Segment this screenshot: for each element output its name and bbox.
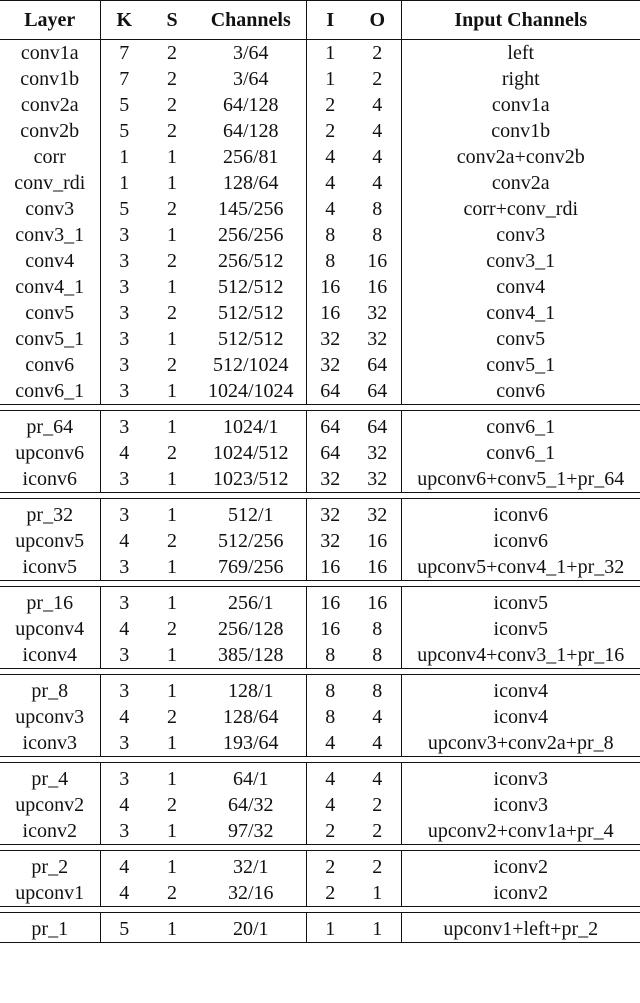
cell-i: 8 (306, 222, 354, 248)
cell-layer: conv1b (20, 68, 80, 90)
table-row (0, 144, 640, 170)
cell-input-channels: iconv2 (401, 851, 640, 881)
cell-k: 4 (100, 440, 148, 466)
cell-s: 1 (148, 730, 196, 757)
cell-s: 2 (167, 198, 177, 220)
cell-k: 3 (100, 411, 148, 441)
cell-s: 1 (167, 328, 177, 350)
cell-input-channels: conv3_1 (401, 248, 640, 274)
table-row (0, 196, 640, 222)
cell-s: 2 (167, 302, 177, 324)
cell-channels: 256/81 (222, 146, 279, 168)
cell-o: 64 (367, 354, 388, 376)
cell-layer: conv5_1 (15, 328, 85, 350)
cell-layer: conv2a (20, 94, 79, 116)
cell-k: 4 (100, 704, 148, 730)
table-row (0, 730, 640, 757)
cell-i: 64 (306, 378, 354, 405)
cell-channels: 97/32 (196, 818, 306, 845)
cell-layer: pr_2 (0, 851, 100, 881)
cell-i: 16 (306, 554, 354, 581)
cell-channels: 145/256 (217, 198, 284, 220)
cell-k: 5 (100, 913, 148, 943)
cell-k: 3 (100, 248, 148, 274)
cell-o: 4 (372, 94, 383, 116)
cell-channels: 256/512 (217, 250, 284, 272)
table-row (0, 411, 640, 441)
cell-s: 1 (148, 818, 196, 845)
cell-i: 64 (306, 411, 354, 441)
cell-k: 1 (100, 144, 148, 170)
cell-s: 2 (167, 120, 177, 142)
cell-input-channels: conv5 (401, 326, 640, 352)
cell-i: 2 (306, 818, 354, 845)
cell-input-channels: iconv6 (401, 528, 640, 554)
cell-i: 1 (306, 40, 354, 67)
cell-o: 4 (372, 146, 383, 168)
cell-input-channels: conv2a (401, 170, 640, 196)
cell-s: 1 (148, 851, 196, 881)
cell-k: 3 (100, 730, 148, 757)
cell-input-channels: conv2a+conv2b (401, 144, 640, 170)
cell-s: 1 (167, 224, 177, 246)
table-row (0, 704, 640, 730)
cell-layer: iconv3 (0, 730, 100, 757)
table-row (0, 616, 640, 642)
cell-o: 8 (372, 224, 383, 246)
cell-channels: 512/512 (217, 328, 284, 350)
cell-channels: 3/64 (232, 42, 269, 64)
cell-s: 1 (148, 499, 196, 529)
table-row (0, 378, 640, 405)
cell-input-channels: conv1a (401, 92, 640, 118)
cell-input-channels: iconv4 (401, 704, 640, 730)
cell-o: 8 (354, 675, 401, 705)
cell-layer: iconv6 (0, 466, 100, 493)
table-row (0, 222, 640, 248)
cell-k: 4 (100, 616, 148, 642)
cell-o: 32 (367, 302, 388, 324)
cell-o: 32 (354, 466, 401, 493)
table-row (0, 913, 640, 943)
cell-layer: conv2b (20, 120, 80, 142)
cell-o: 16 (354, 587, 401, 617)
cell-layer: upconv4 (15, 618, 85, 640)
cell-s: 2 (167, 706, 177, 728)
cell-layer: upconv2 (15, 794, 85, 816)
cell-layer: conv4 (25, 250, 75, 272)
cell-s: 2 (167, 442, 177, 464)
cell-k: 3 (100, 499, 148, 529)
cell-layer: iconv5 (0, 554, 100, 581)
cell-i: 32 (306, 499, 354, 529)
cell-channels: 128/64 (222, 706, 279, 728)
cell-channels: 32/1 (196, 851, 306, 881)
cell-channels: 256/128 (217, 618, 284, 640)
cell-o: 4 (354, 763, 401, 793)
cell-channels: 193/64 (196, 730, 306, 757)
cell-channels: 128/64 (222, 172, 279, 194)
cell-s: 1 (148, 587, 196, 617)
cell-channels: 512/512 (217, 276, 284, 298)
cell-k: 3 (100, 274, 148, 300)
cell-o: 2 (372, 794, 383, 816)
cell-k: 5 (100, 92, 148, 118)
cell-k: 1 (100, 170, 148, 196)
cell-i: 4 (306, 170, 354, 196)
cell-i: 4 (306, 763, 354, 793)
cell-s: 1 (148, 411, 196, 441)
table-row (0, 880, 640, 907)
table-row (0, 66, 640, 92)
cell-input-channels: left (401, 40, 640, 67)
cell-o: 4 (372, 706, 383, 728)
cell-input-channels: conv3 (401, 222, 640, 248)
cell-channels: 512/512 (217, 302, 284, 324)
header-input-channels: Input Channels (401, 1, 640, 40)
cell-s: 2 (167, 68, 177, 90)
cell-layer: conv_rdi (14, 172, 86, 194)
cell-o: 2 (354, 818, 401, 845)
cell-s: 1 (167, 276, 177, 298)
cell-layer: pr_16 (0, 587, 100, 617)
cell-o: 16 (354, 554, 401, 581)
cell-layer: pr_8 (0, 675, 100, 705)
cell-layer: pr_4 (0, 763, 100, 793)
header-i: I (306, 1, 354, 40)
cell-k: 3 (100, 326, 148, 352)
cell-input-channels: conv4 (401, 274, 640, 300)
cell-i: 8 (306, 704, 354, 730)
cell-o: 8 (372, 618, 383, 640)
cell-i: 16 (306, 587, 354, 617)
cell-o: 32 (354, 499, 401, 529)
cell-input-channels: upconv2+conv1a+pr_4 (401, 818, 640, 845)
table-row (0, 274, 640, 300)
cell-k: 5 (100, 196, 148, 222)
cell-k: 4 (100, 851, 148, 881)
table-row (0, 587, 640, 617)
cell-k: 7 (100, 40, 148, 67)
cell-o: 16 (367, 250, 388, 272)
cell-layer: conv4_1 (15, 276, 85, 298)
cell-layer: upconv1 (0, 880, 100, 907)
header-layer: Layer (0, 1, 100, 40)
cell-i: 32 (306, 352, 354, 378)
cell-o: 2 (372, 42, 383, 64)
cell-o: 16 (367, 530, 388, 552)
cell-input-channels: iconv3 (401, 792, 640, 818)
cell-s: 1 (148, 378, 196, 405)
cell-layer: conv3_1 (15, 224, 85, 246)
table-row (0, 792, 640, 818)
table-row (0, 466, 640, 493)
cell-channels: 1024/1024 (196, 378, 306, 405)
cell-channels: 64/32 (227, 794, 274, 816)
cell-s: 1 (148, 763, 196, 793)
cell-s: 1 (148, 554, 196, 581)
cell-k: 3 (100, 300, 148, 326)
cell-i: 64 (306, 440, 354, 466)
cell-input-channels: upconv6+conv5_1+pr_64 (401, 466, 640, 493)
table-row (0, 170, 640, 196)
cell-i: 32 (306, 326, 354, 352)
cell-channels: 3/64 (232, 68, 269, 90)
cell-input-channels: right (401, 66, 640, 92)
cell-i: 4 (306, 144, 354, 170)
cell-o: 8 (372, 198, 383, 220)
cell-o: 2 (372, 68, 383, 90)
cell-k: 3 (100, 818, 148, 845)
table-row (0, 818, 640, 845)
cell-o: 1 (354, 913, 401, 943)
cell-channels: 1024/512 (212, 442, 289, 464)
table-row (0, 118, 640, 144)
cell-o: 4 (354, 730, 401, 757)
cell-input-channels: conv6 (401, 378, 640, 405)
cell-k: 3 (100, 554, 148, 581)
cell-channels: 32/16 (196, 880, 306, 907)
cell-k: 3 (100, 466, 148, 493)
cell-k: 3 (100, 222, 148, 248)
cell-channels: 64/128 (222, 94, 279, 116)
cell-o: 16 (367, 276, 388, 298)
cell-i: 2 (306, 851, 354, 881)
cell-i: 2 (306, 880, 354, 907)
header-channels: Channels (196, 1, 306, 40)
cell-i: 16 (306, 300, 354, 326)
cell-k: 7 (100, 66, 148, 92)
cell-i: 32 (306, 466, 354, 493)
table-row (0, 326, 640, 352)
cell-channels: 64/1 (196, 763, 306, 793)
cell-s: 2 (148, 880, 196, 907)
cell-channels: 512/256 (217, 530, 284, 552)
header-s: S (148, 1, 196, 40)
cell-input-channels: iconv5 (401, 616, 640, 642)
cell-layer: conv3 (25, 198, 75, 220)
cell-channels: 769/256 (196, 554, 306, 581)
cell-i: 8 (306, 248, 354, 274)
cell-input-channels: iconv3 (401, 763, 640, 793)
cell-i: 4 (306, 730, 354, 757)
cell-channels: 512/1 (196, 499, 306, 529)
cell-s: 2 (167, 354, 177, 376)
cell-s: 2 (167, 618, 177, 640)
cell-s: 1 (148, 675, 196, 705)
cell-o: 1 (354, 880, 401, 907)
cell-layer: pr_32 (0, 499, 100, 529)
table-row (0, 851, 640, 881)
table-row (0, 40, 640, 67)
cell-o: 4 (372, 120, 383, 142)
cell-input-channels: iconv6 (401, 499, 640, 529)
cell-layer: pr_1 (0, 913, 100, 943)
cell-o: 32 (367, 328, 388, 350)
cell-o: 64 (354, 411, 401, 441)
cell-i: 32 (306, 528, 354, 554)
cell-input-channels: upconv3+conv2a+pr_8 (401, 730, 640, 757)
cell-i: 1 (306, 913, 354, 943)
cell-layer: upconv5 (15, 530, 85, 552)
cell-i: 4 (306, 792, 354, 818)
cell-layer: iconv2 (0, 818, 100, 845)
cell-layer: upconv3 (15, 706, 85, 728)
table-row (0, 300, 640, 326)
cell-k: 4 (100, 528, 148, 554)
table-row (0, 440, 640, 466)
table-row (0, 92, 640, 118)
cell-input-channels: corr+conv_rdi (401, 196, 640, 222)
cell-i: 8 (306, 642, 354, 669)
cell-s: 1 (148, 913, 196, 943)
cell-i: 16 (306, 274, 354, 300)
cell-k: 3 (100, 378, 148, 405)
cell-channels: 385/128 (196, 642, 306, 669)
cell-input-channels: iconv5 (401, 587, 640, 617)
cell-o: 2 (354, 851, 401, 881)
header-k: K (100, 1, 148, 40)
cell-input-channels: iconv4 (401, 675, 640, 705)
cell-input-channels: upconv1+left+pr_2 (401, 913, 640, 943)
cell-input-channels: conv1b (401, 118, 640, 144)
cell-k: 3 (100, 642, 148, 669)
cell-s: 2 (167, 42, 177, 64)
cell-i: 16 (306, 616, 354, 642)
cell-channels: 256/1 (196, 587, 306, 617)
table-row (0, 675, 640, 705)
table-row (0, 352, 640, 378)
cell-s: 1 (148, 466, 196, 493)
cell-s: 2 (167, 794, 177, 816)
cell-i: 8 (306, 675, 354, 705)
table-row (0, 528, 640, 554)
cell-channels: 256/256 (217, 224, 284, 246)
cell-input-channels: iconv2 (401, 880, 640, 907)
cell-channels: 20/1 (196, 913, 306, 943)
cell-layer: conv6 (25, 354, 75, 376)
table-row (0, 642, 640, 669)
cell-i: 2 (306, 92, 354, 118)
cell-s: 1 (148, 642, 196, 669)
table-row (0, 499, 640, 529)
cell-layer: pr_64 (0, 411, 100, 441)
cell-o: 4 (372, 172, 383, 194)
cell-s: 1 (167, 172, 177, 194)
cell-k: 3 (100, 352, 148, 378)
cell-layer: corr (33, 146, 66, 168)
cell-layer: conv5 (25, 302, 75, 324)
cell-s: 1 (167, 146, 177, 168)
cell-input-channels: conv6_1 (401, 440, 640, 466)
cell-k: 3 (100, 763, 148, 793)
cell-s: 2 (167, 94, 177, 116)
cell-layer: conv1a (20, 42, 79, 64)
table-row (0, 554, 640, 581)
table-body (0, 40, 640, 943)
header-row (0, 1, 640, 40)
table-row (0, 248, 640, 274)
header-o: O (354, 1, 401, 40)
cell-k: 3 (100, 675, 148, 705)
cell-o: 8 (354, 642, 401, 669)
cell-o: 64 (354, 378, 401, 405)
cell-k: 3 (100, 587, 148, 617)
cell-i: 4 (306, 196, 354, 222)
cell-i: 2 (306, 118, 354, 144)
cell-input-channels: conv4_1 (401, 300, 640, 326)
cell-channels: 64/128 (222, 120, 279, 142)
cell-channels: 512/1024 (212, 354, 289, 376)
cell-layer: conv6_1 (0, 378, 100, 405)
cell-s: 2 (167, 250, 177, 272)
table-row (0, 763, 640, 793)
cell-channels: 1023/512 (196, 466, 306, 493)
cell-channels: 1024/1 (196, 411, 306, 441)
cell-o: 32 (367, 442, 388, 464)
cell-input-channels: conv6_1 (401, 411, 640, 441)
cell-k: 5 (100, 118, 148, 144)
cell-i: 1 (306, 66, 354, 92)
cell-s: 2 (167, 530, 177, 552)
cell-channels: 128/1 (196, 675, 306, 705)
cell-input-channels: conv5_1 (401, 352, 640, 378)
cell-layer: upconv6 (15, 442, 85, 464)
cell-k: 4 (100, 792, 148, 818)
cell-layer: iconv4 (0, 642, 100, 669)
cell-k: 4 (100, 880, 148, 907)
cell-input-channels: upconv4+conv3_1+pr_16 (401, 642, 640, 669)
cell-input-channels: upconv5+conv4_1+pr_32 (401, 554, 640, 581)
